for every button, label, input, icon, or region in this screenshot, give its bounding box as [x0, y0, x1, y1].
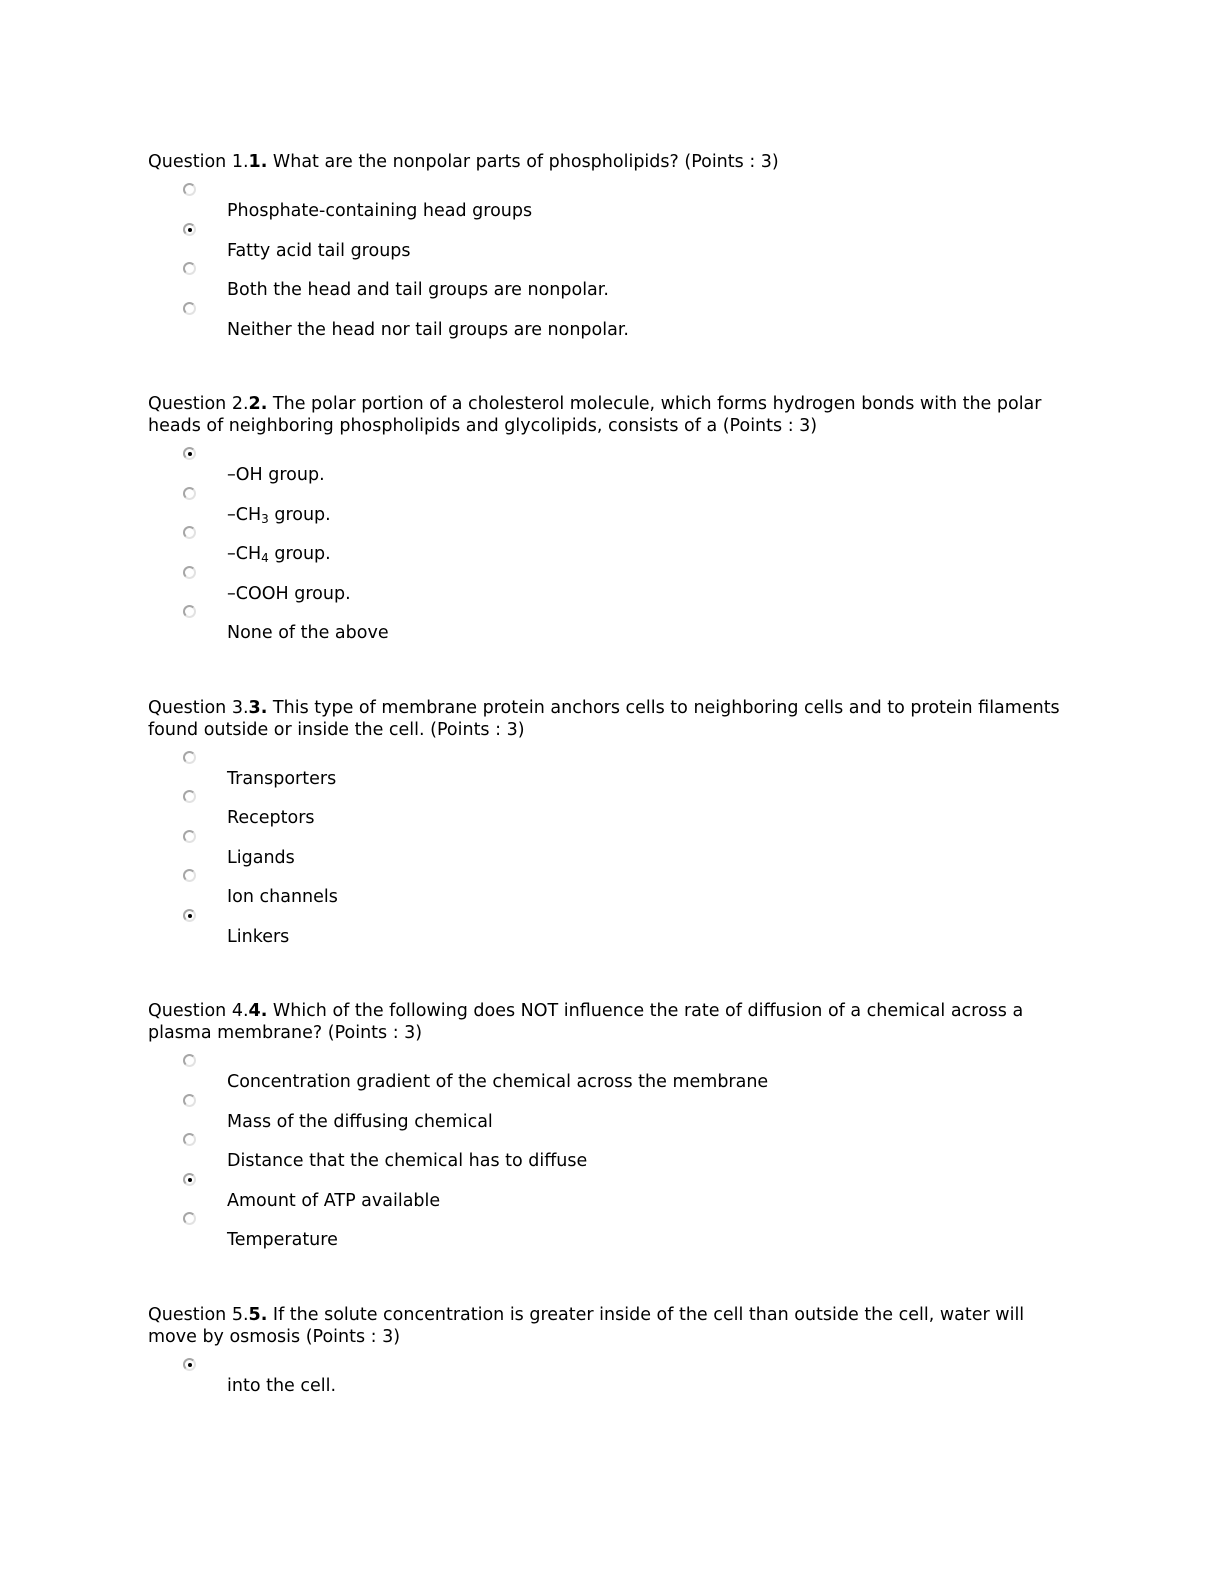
answer-label-subscript: 4: [261, 551, 269, 565]
answer-option[interactable]: [148, 563, 1078, 603]
answer-label-text: Both the head and tail groups are nonpolar.: [227, 280, 609, 300]
answer-label-text: Temperature: [227, 1230, 338, 1250]
answer-option[interactable]: [148, 299, 1078, 339]
answer-label-text: –OH group.: [227, 465, 325, 485]
answer-label-text: –CH: [227, 504, 262, 525]
question-text: [148, 151, 1078, 173]
radio-button[interactable]: [183, 1054, 196, 1067]
radio-button-selected[interactable]: [183, 1173, 196, 1186]
answer-label-text: Mass of the diffusing chemical: [227, 1111, 493, 1132]
question-body: This type of membrane protein anchors cells to neighboring cells and to protein filaments found outside or inside the cell. (Points : 3): [148, 697, 1060, 740]
radio-button[interactable]: [183, 487, 196, 500]
radio-button-selected[interactable]: [183, 447, 196, 460]
answer-label: [227, 1375, 336, 1397]
radio-button[interactable]: [183, 751, 196, 764]
answer-option[interactable]: [148, 1051, 1078, 1091]
answer-option[interactable]: [148, 1091, 1078, 1131]
answer-option[interactable]: [148, 523, 1078, 563]
answer-label-text: Receptors: [227, 808, 315, 828]
answer-label-text: Amount of ATP available: [227, 1190, 441, 1211]
question-prefix: Question 1.: [148, 152, 249, 172]
answer-option[interactable]: [148, 787, 1078, 827]
radio-button[interactable]: [183, 302, 196, 315]
answer-label-text: Neither the head nor tail groups are nonpolar.: [227, 319, 629, 340]
answer-label-text: Phosphate-containing head groups: [227, 201, 533, 221]
answer-label: [227, 1229, 338, 1251]
radio-button[interactable]: [183, 566, 196, 579]
radio-button[interactable]: [183, 262, 196, 275]
answer-label-text: Transporters: [227, 768, 337, 789]
answer-label: [227, 926, 289, 948]
question-prefix: Question 5.: [148, 1304, 249, 1325]
question-3: [148, 697, 1078, 946]
question-4: [148, 1000, 1078, 1249]
question-1: [148, 151, 1078, 338]
radio-button[interactable]: [183, 1212, 196, 1225]
answer-label-text: Concentration gradient of the chemical across the membrane: [227, 1072, 769, 1092]
answer-label-text: –COOH group.: [227, 583, 351, 604]
answer-option[interactable]: [148, 444, 1078, 484]
question-body: The polar portion of a cholesterol molecule, which forms hydrogen bonds with the polar heads of neighboring phospholipids and glycolipids, consists of a (Points : 3): [148, 394, 1042, 436]
question-body: Which of the following does NOT influence the rate of diffusion of a chemical across a plasma membrane? (Points : 3): [148, 1001, 1024, 1043]
question-text: [148, 1304, 1078, 1348]
radio-button[interactable]: [183, 1133, 196, 1146]
answer-label-text: Ion channels: [227, 887, 338, 907]
question-body: What are the nonpolar parts of phospholipids? (Points : 3): [267, 152, 779, 172]
radio-button[interactable]: [183, 830, 196, 843]
answer-label-text: Ligands: [227, 847, 295, 868]
answer-label-text: None of the above: [227, 623, 389, 643]
question-2: [148, 393, 1078, 642]
radio-button[interactable]: [183, 605, 196, 618]
question-number: 3.: [248, 697, 268, 718]
radio-button[interactable]: [183, 526, 196, 539]
answer-label-text: into the cell.: [227, 1375, 337, 1396]
answer-label-subscript: 3: [261, 511, 269, 526]
radio-button[interactable]: [183, 1094, 196, 1107]
answer-option[interactable]: [148, 1130, 1078, 1170]
answer-label-text: Fatty acid tail groups: [227, 240, 411, 261]
question-body: If the solute concentration is greater inside of the cell than outside the cell, water will move by osmosis (Points : 3): [148, 1304, 1025, 1347]
question-prefix: Question 2.: [148, 394, 249, 414]
radio-button[interactable]: [183, 183, 196, 196]
question-prefix: Question 4.: [148, 1001, 249, 1021]
answer-option[interactable]: [148, 602, 1078, 642]
answer-option[interactable]: [148, 220, 1078, 260]
answer-option[interactable]: [148, 866, 1078, 906]
answer-option[interactable]: [148, 748, 1078, 788]
answer-label-text: Distance that the chemical has to diffuse: [227, 1151, 588, 1171]
question-prefix: Question 3.: [148, 697, 249, 718]
answer-option[interactable]: [148, 1170, 1078, 1210]
answer-label: [227, 319, 629, 341]
question-text: [148, 697, 1078, 741]
quiz-container: [148, 151, 1078, 1449]
radio-button[interactable]: [183, 869, 196, 882]
question-number: 4.: [248, 1001, 268, 1021]
radio-button-selected[interactable]: [183, 909, 196, 922]
answer-label-text: Linkers: [227, 926, 290, 947]
radio-button-selected[interactable]: [183, 223, 196, 236]
question-text: [148, 1000, 1078, 1044]
radio-button-selected[interactable]: [183, 1358, 196, 1371]
question-5: [148, 1304, 1078, 1395]
answer-option[interactable]: [148, 906, 1078, 946]
answer-option[interactable]: [148, 1355, 1078, 1395]
answer-label-suffix: group.: [268, 544, 331, 564]
answer-option[interactable]: [148, 259, 1078, 299]
question-number: 1.: [248, 152, 268, 172]
answer-option[interactable]: [148, 1209, 1078, 1249]
question-number: 5.: [248, 1304, 268, 1325]
question-text: [148, 393, 1078, 437]
answer-label-text: –CH: [227, 544, 262, 564]
question-number: 2.: [248, 394, 268, 414]
answer-label-suffix: group.: [268, 504, 331, 525]
answer-label: [227, 622, 389, 644]
answer-option[interactable]: [148, 484, 1078, 524]
answer-option[interactable]: [148, 180, 1078, 220]
radio-button[interactable]: [183, 790, 196, 803]
answer-option[interactable]: [148, 827, 1078, 867]
